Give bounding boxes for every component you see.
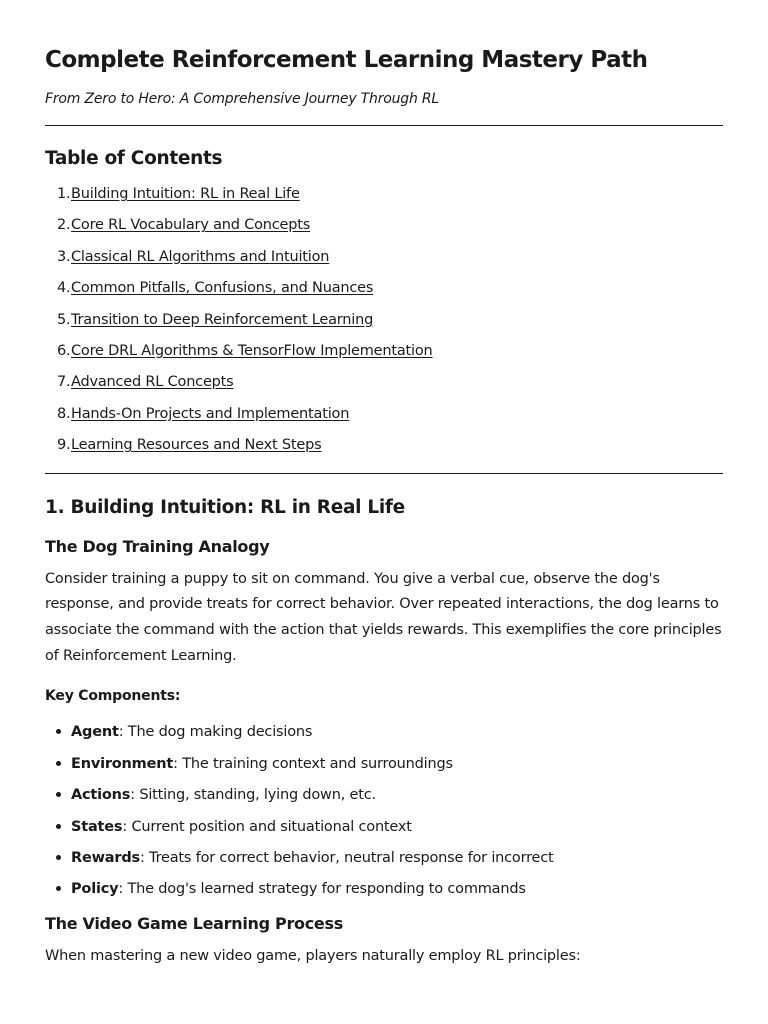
component-term: Environment [71, 755, 174, 772]
component-desc: : Sitting, standing, lying down, etc. [130, 787, 376, 804]
divider [45, 473, 723, 474]
list-item [71, 753, 723, 784]
section-heading: 1. Building Intuition: RL in Real Life [45, 496, 405, 518]
bullet-icon [56, 761, 61, 766]
list-item [71, 878, 723, 909]
component-desc: : The dog's learned strategy for responding to commands [118, 881, 526, 898]
component-term: Policy [71, 881, 119, 898]
component-term: Rewards [71, 849, 140, 866]
bullet-icon [56, 824, 61, 829]
toc-link-common-pitfalls[interactable]: Common Pitfalls, Confusions, and Nuances [71, 280, 374, 297]
toc-item: 9. Learning Resources and Next Steps [71, 435, 723, 466]
toc-link-advanced-concepts[interactable]: Advanced RL Concepts [71, 374, 234, 391]
list-item [71, 721, 723, 752]
toc-link-core-drl-algorithms[interactable]: Core DRL Algorithms & TensorFlow Implementation [71, 342, 433, 359]
component-term: Agent [71, 724, 119, 741]
component-desc: : The training context and surroundings [173, 755, 453, 772]
page-subtitle: From Zero to Hero: A Comprehensive Journey Through RL [45, 91, 440, 107]
bullet-icon [56, 855, 61, 860]
toc-item: 3. Classical RL Algorithms and Intuition [71, 247, 723, 278]
toc-link-core-vocabulary[interactable]: Core RL Vocabulary and Concepts [71, 217, 311, 234]
toc-item: 7. Advanced RL Concepts [71, 372, 723, 403]
component-desc: : Treats for correct behavior, neutral response for incorrect [139, 849, 554, 866]
component-desc: : The dog making decisions [118, 724, 313, 741]
table-of-contents [45, 184, 723, 467]
components-list [45, 721, 723, 909]
key-components-label: Key Components: [45, 688, 181, 705]
page-title: Complete Reinforcement Learning Mastery Path [45, 47, 648, 73]
paragraph: Consider training a puppy to sit on command. You give a verbal cue, observe the dog's response, and provide treats for correct behavior. Over repeated interactions, the dog learns to associate the command with the action that yields rewards. This exemplifies the core principles of Reinforcement Learning. [45, 570, 722, 664]
list-item [71, 784, 723, 815]
toc-item: 2. Core RL Vocabulary and Concepts [71, 215, 723, 246]
toc-item: 6. Core DRL Algorithms & TensorFlow Implementation [71, 341, 723, 372]
paragraph: When mastering a new video game, players naturally employ RL principles: [45, 947, 581, 964]
toc-heading: Table of Contents [45, 148, 223, 169]
toc-link-learning-resources[interactable]: Learning Resources and Next Steps [71, 437, 322, 454]
toc-link-building-intuition[interactable]: Building Intuition: RL in Real Life [71, 186, 300, 202]
subsection-heading: The Video Game Learning Process [45, 913, 343, 933]
component-term: Actions [71, 787, 131, 804]
toc-item: 4. Common Pitfalls, Confusions, and Nuances [71, 278, 723, 309]
toc-link-hands-on-projects[interactable]: Hands-On Projects and Implementation [71, 405, 350, 422]
component-term: States [71, 818, 123, 835]
list-item [71, 816, 723, 847]
bullet-icon [56, 729, 61, 734]
bullet-icon [56, 886, 61, 891]
bullet-icon [56, 792, 61, 797]
divider [45, 125, 723, 126]
toc-link-classical-algorithms[interactable]: Classical RL Algorithms and Intuition [71, 248, 330, 265]
toc-item: 8. Hands-On Projects and Implementation [71, 404, 723, 435]
list-item [71, 847, 723, 878]
toc-link-transition-deep-rl[interactable]: Transition to Deep Reinforcement Learning [71, 311, 374, 328]
toc-item: 1. Building Intuition: RL in Real Life [71, 184, 723, 215]
component-desc: : Current position and situational context [122, 818, 412, 835]
subsection-heading: The Dog Training Analogy [45, 536, 270, 556]
toc-item: 5. Transition to Deep Reinforcement Learning [71, 310, 723, 341]
